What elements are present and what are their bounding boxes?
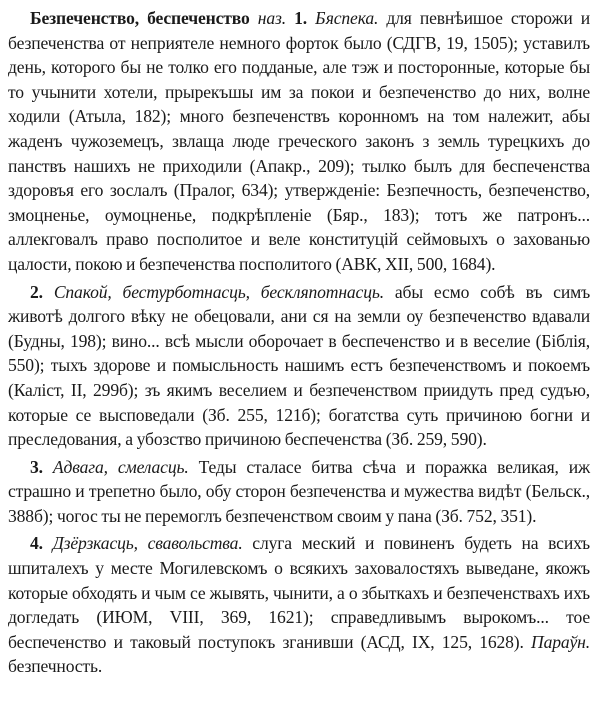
sense-4-paragraph	[8, 531, 590, 679]
sense-1-gloss: Бяспека.	[315, 8, 379, 28]
parallel-reference: безпечность.	[8, 656, 103, 677]
sense-2-gloss: Спакой, бестурботнасць, бескляпотнасць.	[53, 281, 384, 302]
sense-4-number: 4.	[30, 533, 43, 554]
sense-2-paragraph	[8, 280, 590, 452]
sense-1-number: 1.	[294, 8, 307, 28]
sense-1-paragraph	[8, 6, 590, 277]
parallel-label: Параўн.	[531, 631, 590, 652]
headword: Безпеченство, беспеченство	[30, 8, 250, 28]
sense-3-number: 3.	[30, 456, 43, 477]
sense-1-citations: для певнѣишое сторожи и безпеченства от неприятеле немного форток было (СДГВ, 19, 1505); уставилъ день, которого бы не толко его подданые, але тэж и посторонные, которые бы то учынити хотели, прырекъшы им за покои и безпеченство до них, волне ходили (Атыла, 182); много безпеченствъ коронномъ на том належит, абы жаденъ чужоземецъ, звлаща люде греческого законъ з земль турецкихъ до панствъ нашихъ не приходили (Апакр., 209); тылко былъ для беспеченства здоровъя его зослалъ (Пралог, 634); утвержденіе: Безпечность, безпеченство, змоцненье, оумоцненье, подкрѣпленіе (Бяр., 183); тотъ же патронъ... аллекговалъ право посполитое и веле конституцій сеймовыхъ о захованью цалости, покою и безпеченства посполитого (АВК, XII, 500, 1684).	[8, 8, 590, 274]
sense-4-gloss: Дзёрзкасць, свавольства.	[52, 533, 243, 554]
sense-3-citations: Теды сталасе битва сѣча и поражка великая, иж страшно и трепетно было, обу сторон безпеченства и мужества видѣт (Бельск., 388б); чогос ты не перемоглъ безпеченством своим у пана (Зб. 752, 351).	[8, 456, 591, 526]
grammar-label: наз.	[257, 8, 286, 28]
sense-4-citations: слуга меский и повиненъ будеть на всихъ шпиталехъ у месте Могилевскомъ о всякихъ заховалостяхъ выведане, якожъ которые обходять и чым се жывять, чынити, а о збыткахъ и безпеченствахъ ихъ догледать (ИЮМ, VIII, 369, 1621); справедливымъ вырокомъ... тое беспеченство и таковый поступокъ зганивши (АСД, IX, 125, 1628).	[8, 533, 591, 652]
sense-2-citations: абы есмо собѣ въ симъ животѣ долгого вѣку не обецовали, ани ся на земли оу безпеченство вдавали (Будны, 198); вино... всѣ мысли оборочает в беспеченство и в веселие (Біблія, 550); тыхъ здорове и помысльность нашимъ естъ безпеченствомъ и покоемъ (Каліст, II, 299б); зъ якимъ веселием и безпеченством приидуть пред судъю, которые се выcповедали (Зб. 255, 121б); богатства суть причиною богни и преследования, а убозство причиною беспеченства (Зб. 259, 590).	[8, 281, 591, 450]
sense-3-gloss: Адвага, смеласць.	[52, 456, 189, 477]
sense-2-number: 2.	[30, 281, 43, 302]
sense-3-paragraph	[8, 455, 590, 529]
